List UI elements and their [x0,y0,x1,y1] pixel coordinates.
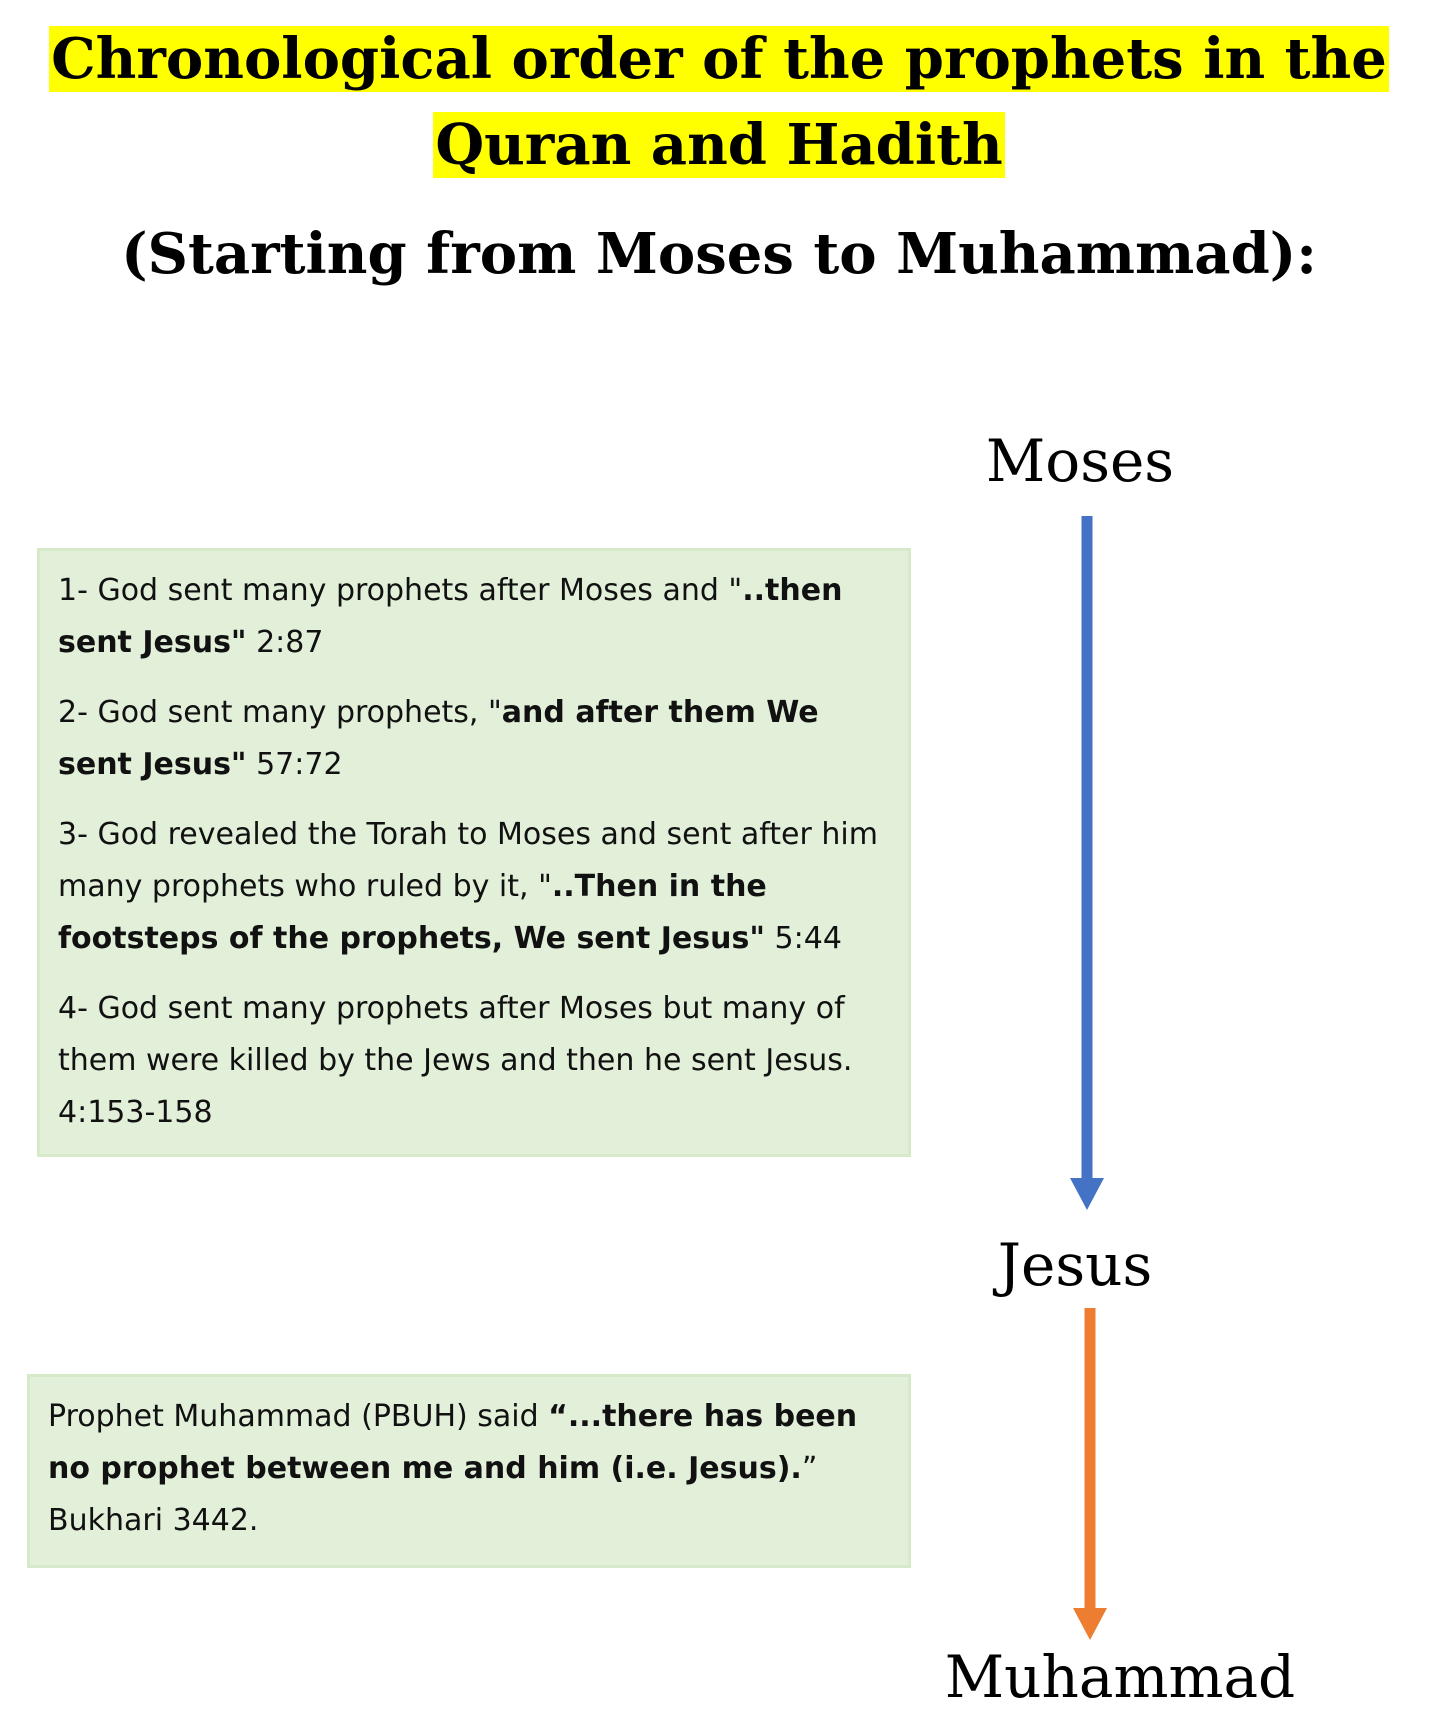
arrow-moses-to-jesus [1070,516,1104,1210]
hadith-intro-text: Prophet Muhammad (PBUH) said [48,1399,549,1434]
reference-item-1-text: 1- God sent many prophets after Moses and " [58,573,743,608]
reference-item-1 [58,565,894,669]
reference-item-2 [58,687,894,791]
title-line-2-text: Quran and Hadith [435,112,1003,178]
node-label-muhammad: Muhammad [944,1643,1296,1711]
hadith-quote-bold: “...there has been no prophet between me and him (i.e. Jesus). [48,1399,858,1486]
hadith-reference-box [27,1374,911,1568]
reference-item-3-ref: 5:44 [765,921,842,956]
arrow-jesus-to-muhammad-head [1073,1608,1107,1640]
hadith-quote-close: ” [801,1451,818,1486]
arrow-moses-to-jesus-head [1070,1178,1104,1210]
reference-item-3-text: 3- God revealed the Torah to Moses and sent after him many prophets who ruled by it, " [58,817,878,904]
reference-item-4-text: 4- God sent many prophets after Moses but many of them were killed by the Jews and then he sent Jesus. 4:153-158 [58,991,853,1130]
reference-item-3 [58,809,894,965]
quran-references-box [37,548,911,1157]
reference-item-3-quote: ..Then in the footsteps of the prophets, We sent Jesus" [58,869,767,956]
reference-item-2-quote: and after them We sent Jesus" [58,695,819,782]
title-line-1-text: Chronological order of the prophets in the [51,26,1387,92]
reference-item-1-ref: 2:87 [246,625,324,660]
reference-item-2-text: 2- God sent many prophets, " [58,695,502,730]
subtitle: (Starting from Moses to Muhammad): [121,221,1317,287]
arrow-jesus-to-muhammad [1073,1308,1107,1640]
node-label-moses: Moses [985,427,1175,495]
node-label-jesus: Jesus [997,1231,1153,1299]
reference-item-4 [58,983,894,1139]
hadith-quote [48,1391,894,1547]
reference-item-2-ref: 57:72 [246,747,343,782]
reference-item-1-quote: ..then sent Jesus" [58,573,843,660]
hadith-source-ref: Bukhari 3442. [48,1503,259,1538]
